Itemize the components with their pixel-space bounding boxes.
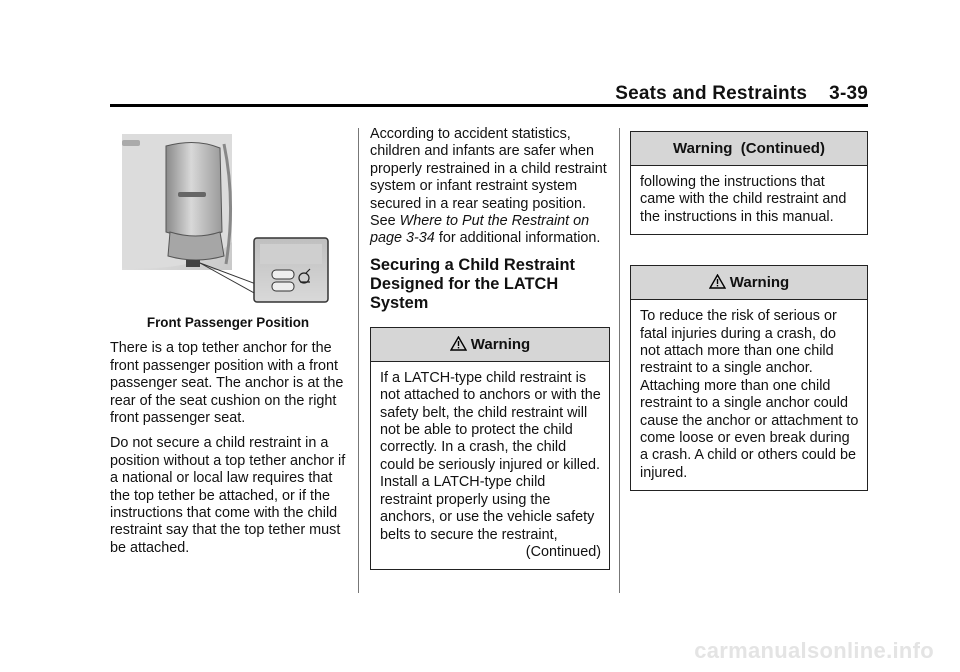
passenger-seat-illustration: [120, 132, 332, 308]
front-passenger-figure: [120, 132, 332, 308]
column-divider-2: [619, 128, 620, 593]
paragraph: There is a top tether anchor for the front passenger position with a front passenger seat. The anchor is at the rear of the seat cushion on the right front passenger seat.: [110, 340, 344, 427]
spacer: [630, 235, 868, 265]
warning-triangle-icon: [450, 330, 467, 363]
cross-reference-link[interactable]: Where to Put the Restraint on page 3-34: [370, 213, 590, 247]
paragraph-text: According to accident statistics, children and infants are safer when properly restrained in a child restraint system or infant restraint system secured in a rear seating position. See: [370, 126, 607, 230]
middle-column: [370, 126, 610, 570]
warning-body: To reduce the risk of serious or fatal injuries during a crash, do not attach more than one child restraint to a single anchor. Attaching more than one child restraint to a single anchor could cause the anchor or attachment to come loose or even break during a crash. A child or others could be injured.: [640, 308, 859, 481]
paragraph-text: for additional information.: [438, 230, 601, 247]
paragraph: Do not secure a child restraint in a position without a top tether anchor if a national or local law requires that the top tether be attached, or if the instructions that come with the child restraint say that the top tether must be attached.: [110, 435, 346, 556]
warning-header: [631, 266, 867, 300]
watermark: carmanualsonline.info: [694, 638, 934, 663]
section-heading: Securing a Child Restraint Designed for the LATCH System: [370, 255, 575, 312]
warning-title: Warning: [470, 335, 531, 353]
column-divider-1: [358, 128, 359, 593]
warning-body: [371, 362, 609, 569]
warning-text: If a LATCH-type child restraint is not attached to anchors or with the safety belt, the child restraint will not be able to protect the child correctly. In a crash, the child could be seriously injured or killed. Install a LATCH-type child restraint properly using the anchors, or use the vehicle safety belts to secure the restraint,: [380, 369, 601, 543]
figure-caption: Front Passenger Position: [146, 315, 310, 330]
warning-header: Warning (Continued): [631, 132, 867, 166]
warning-box: [370, 327, 610, 570]
warning-header: [371, 328, 609, 362]
warning-body: following the instructions that came with the child restraint and the instructions in this manual.: [640, 174, 847, 225]
header-rule: [110, 104, 868, 107]
left-column: [110, 132, 346, 565]
header-title: [615, 83, 868, 105]
continued-label: (Continued): [525, 543, 601, 560]
warning-title: Warning: [729, 274, 790, 292]
warning-triangle-icon: [709, 268, 726, 301]
page-number: 3-39: [829, 83, 868, 104]
right-column: [630, 131, 868, 491]
warning-box-continued: [630, 131, 868, 235]
paragraph: [370, 126, 610, 248]
section-title: Seats and Restraints: [615, 83, 808, 104]
warning-box: [630, 265, 868, 491]
